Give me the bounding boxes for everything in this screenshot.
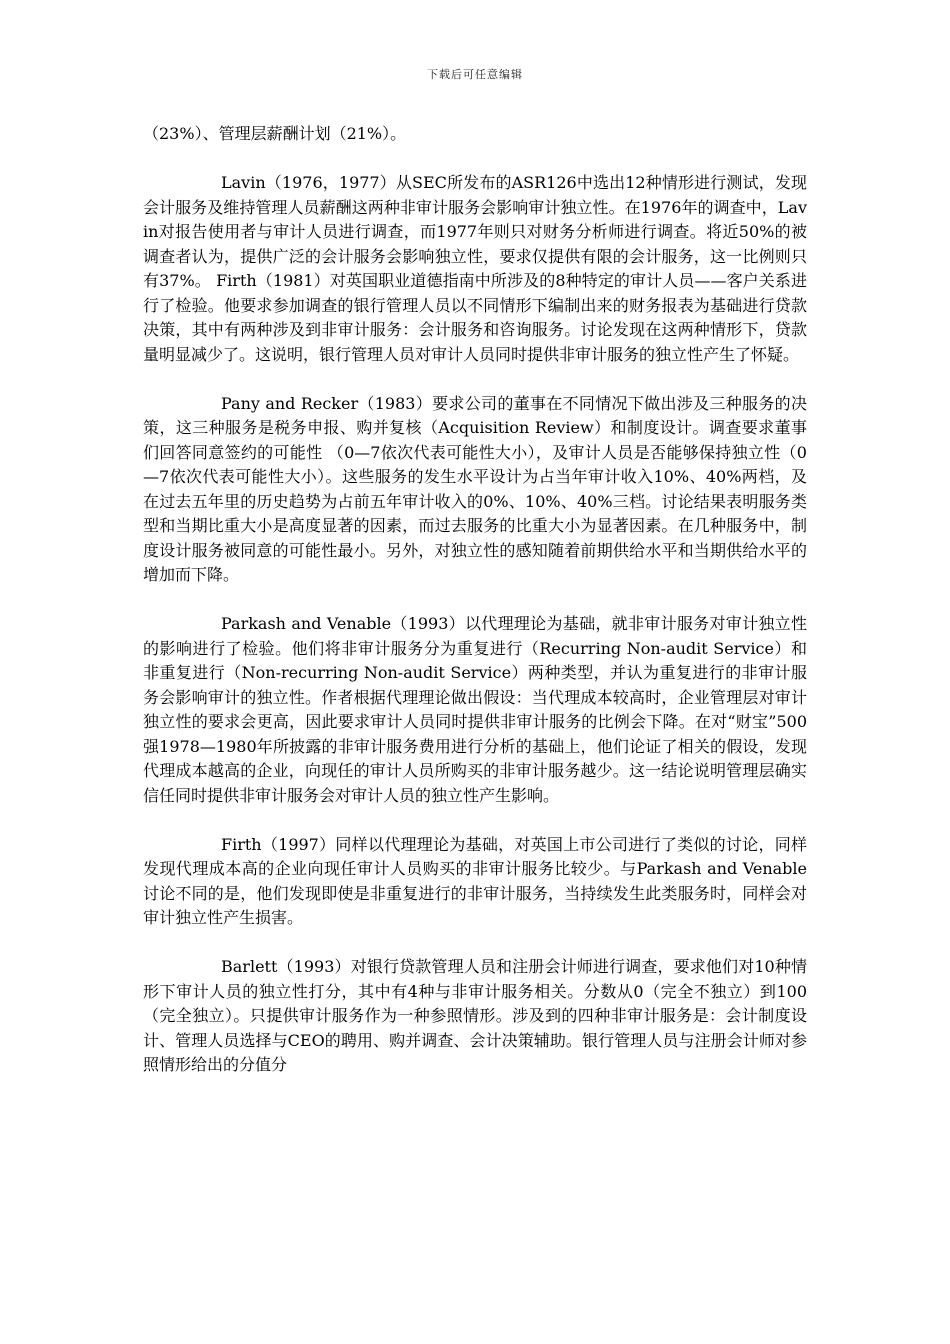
paragraph-pany-recker: Pany and Recker（1983）要求公司的董事在不同情况下做出涉及三种服务的决策，这三种服务是税务申报、购并复核（Acquisition Review）和制度设计。调查要求董事们回答同意签约的可能性 （0—7依次代表可能性大小），及审计人员是否能够保持独立性（0—7依次代表可能性大小）。这些服务的发生水平设计为占当年审计收入10%、40%两档，及在过去五年里的历史趋势为占前五年审计收入的0%、10%、40%三档。讨论结果表明服务类型和当期比重大小是高度显著的因素，而过去服务的比重大小为显著因素。在几种服务中，制度设计服务被同意的可能性最小。另外，对独立性的感知随着前期供给水平和当期供给水平的增加而下降。 bbox=[143, 393, 807, 584]
document-body bbox=[143, 122, 807, 1102]
paragraph-firth-1997: Firth（1997）同样以代理理论为基础，对英国上市公司进行了类似的讨论，同样发现代理成本高的企业向现任审计人员购买的非审计服务比较少。与Parkash and Venable讨论不同的是，他们发现即使是非重复进行的非审计服务，当持续发生此类服务时，同样会对审计独立性产生损害。 bbox=[143, 834, 807, 927]
paragraph-barlett: Barlett（1993）对银行贷款管理人员和注册会计师进行调查，要求他们对10种情形下审计人员的独立性打分，其中有4种与非审计服务相关。分数从0（完全不独立）到100（完全独立）。只提供审计服务作为一种参照情形。涉及到的四种非审计服务是：会计制度设计、管理人员选择与CEO的聘用、购并调查、会计决策辅助。银行管理人员与注册会计师对参照情形给出的分值分 bbox=[143, 957, 807, 1074]
page-header: 下载后可任意编辑 bbox=[427, 68, 523, 81]
paragraph-parkash-venable: Parkash and Venable（1993）以代理理论为基础，就非审计服务对审计独立性的影响进行了检验。他们将非审计服务分为重复进行（Recurring Non-audit Service）和非重复进行（Non-recurring Non-audit Service）两种类型，并认为重复进行的非审计服务会影响审计的独立性。作者根据代理理论做出假设：当代理成本较高时，企业管理层对审计独立性的要求会更高，因此要求审计人员同时提供非审计服务的比例会下降。在对“财宝”500强1978—1980年所披露的非审计服务费用进行分析的基础上，他们论证了相关的假设，发现代理成本越高的企业，向现任的审计人员所购买的非审计服务越少。这一结论说明管理层确实信任同时提供非审计服务会对审计人员的独立性产生影响。 bbox=[143, 614, 807, 805]
paragraph-lavin-firth: Lavin（1976，1977）从SEC所发布的ASR126中选出12种情形进行测试，发现会计服务及维持管理人员薪酬这两种非审计服务会影响审计独立性。在1976年的调查中，Lavin对报告使用者与审计人员进行调查，而1977年则只对财务分析师进行调查。将近50%的被调查者认为，提供广泛的会计服务会影响独立性，要求仅提供有限的会计服务，这一比例则只有37%。 Firth（1981）对英国职业道德指南中所涉及的8种特定的审计人员——客户关系进行了检验。他要求参加调查的银行管理人员以不同情形下编制出来的财务报表为基础进行贷款决策，其中有两种涉及到非审计服务：会计服务和咨询服务。讨论发现在这两种情形下，贷款量明显减少了。这说明，银行管理人员对审计人员同时提供非审计服务的独立性产生了怀疑。 bbox=[143, 173, 807, 364]
paragraph-continuation: （23%）、管理层薪酬计划（21%）。 bbox=[143, 124, 407, 143]
